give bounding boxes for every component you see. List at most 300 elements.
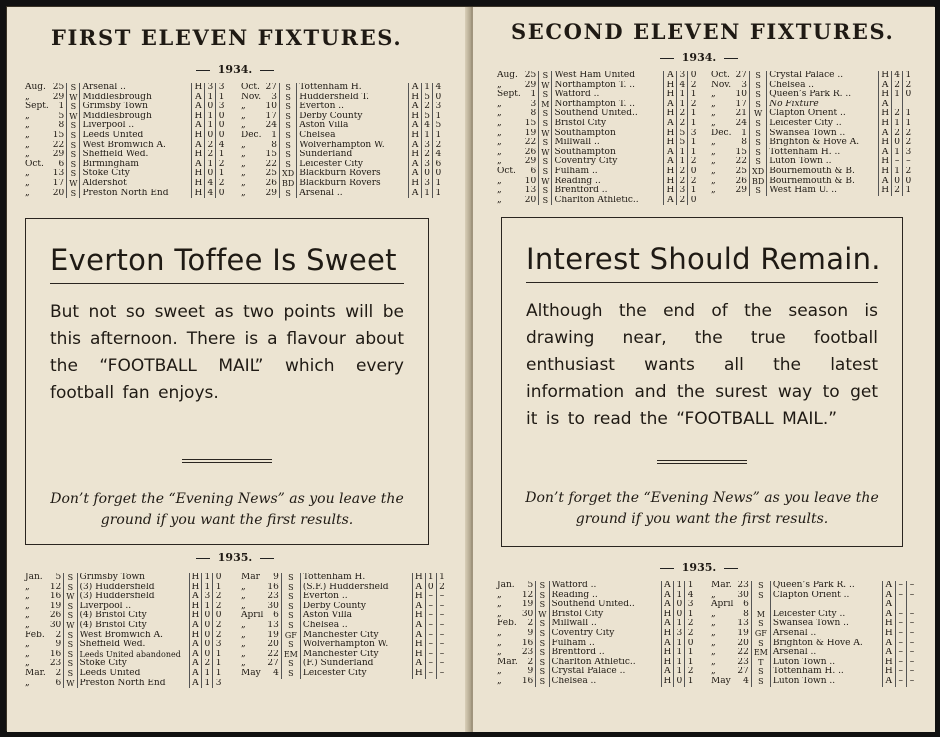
fixture-goals-against: 1 (215, 649, 222, 659)
fixture-venue: H (192, 179, 205, 189)
fixture-goals-against: 1 (435, 178, 442, 188)
fixture-goals-for: 1 (422, 83, 433, 93)
fixture-month: Aug. (25, 83, 46, 92)
fixture-goals-for: 1 (205, 112, 216, 122)
fixture-opponent: Tottenham H. (297, 83, 409, 93)
fixture-goals-for: 0 (674, 600, 685, 610)
fixture-day: 1 (51, 102, 67, 112)
fixture-row (709, 129, 914, 139)
fixture-month: „ (25, 678, 30, 688)
fixture-month: Oct. (25, 159, 44, 169)
fixture-opponent: Arsenal .. (297, 189, 409, 199)
fixture-weekday: S (749, 81, 766, 91)
fixture-goals-against: – (439, 611, 445, 621)
fixture-goals-against: – (439, 630, 445, 640)
fixture-goals-for: 2 (677, 177, 688, 187)
fixture-venue: A (189, 592, 202, 602)
fixture-day: 29 (263, 189, 279, 199)
fixture-month: „ (497, 138, 502, 148)
fixture-month: „ (711, 118, 716, 128)
fixture-day: 22 (51, 141, 67, 151)
fixture-month: „ (497, 109, 502, 119)
fixture-opponent: Tottenham H. .. (767, 148, 879, 158)
fixture-row (23, 679, 224, 689)
fixture-goals-against: – (909, 628, 915, 638)
fixture-row (23, 131, 227, 141)
fixture-weekday: S (281, 669, 300, 679)
fixture-day: 3 (523, 100, 539, 110)
fixture-venue: H (661, 677, 674, 687)
fixture-row (709, 658, 917, 668)
fixture-opponent: Reading .. (552, 177, 664, 187)
page-left-first-eleven (7, 7, 469, 732)
fixture-weekday: S (536, 619, 549, 629)
everton-toffee-advert (25, 218, 429, 545)
fixture-venue: A (879, 100, 892, 110)
fixture-goals-for: – (425, 621, 436, 631)
fixture-venue: A (879, 177, 892, 187)
fixture-goals-against: 5 (435, 121, 442, 131)
fixture-goals-against: 3 (690, 128, 697, 138)
fixture-goals-for: 1 (674, 591, 685, 601)
fixture-goals-against: 2 (690, 99, 697, 109)
fixture-month: „ (497, 176, 502, 186)
fixture-venue: H (409, 131, 422, 141)
fixture-month: „ (497, 99, 502, 109)
fixture-weekday: S (64, 583, 77, 593)
fixture-goals-against: – (909, 676, 915, 686)
fixture-opponent: Luton Town .. (767, 157, 879, 167)
fixture-opponent: Crystal Palace .. (767, 71, 879, 81)
fixture-day: 3 (263, 93, 279, 103)
fixture-opponent: Southampton (552, 129, 664, 139)
fixture-goals-against (906, 600, 917, 610)
fixture-opponent: Tottenham H. (300, 573, 412, 583)
fixture-opponent: Manchester City (300, 631, 412, 641)
fixture-venue: A (409, 121, 422, 131)
fixture-goals-for: 2 (205, 150, 216, 160)
fixture-row (239, 611, 447, 621)
fixture-day: 26 (733, 177, 749, 187)
fixture-opponent: Bournemouth & B. (767, 167, 879, 177)
fixture-opponent: Birmingham (80, 160, 192, 170)
fixture-goals-for: 3 (205, 83, 216, 93)
fixture-venue: A (412, 583, 425, 593)
fixture-goals-for: 5 (422, 93, 433, 103)
fixture-venue: A (664, 119, 677, 129)
fixture-row (495, 610, 696, 620)
fixture-row (495, 667, 696, 677)
fixture-month: „ (241, 140, 246, 150)
fixture-row (23, 659, 224, 669)
fixture-goals-against: 4 (687, 590, 694, 600)
fixture-month: „ (711, 147, 716, 157)
fixture-goals-for: 0 (202, 631, 213, 641)
fixture-day: 6 (51, 160, 67, 170)
fixture-weekday: S (281, 602, 300, 612)
fixture-day: 9 (48, 640, 64, 650)
fixture-goals-against: 2 (690, 176, 697, 186)
fixture-weekday: S (536, 600, 549, 610)
fixture-weekday: S (279, 112, 296, 122)
fixture-opponent: Charlton Athletic.. (549, 658, 661, 668)
fixture-opponent: Aston Villa (297, 121, 409, 131)
fixture-goals-against: 3 (215, 640, 222, 650)
fixture-month: „ (711, 166, 716, 176)
fixture-weekday: M (539, 100, 552, 110)
fixture-opponent: Leicester City .. (767, 119, 879, 129)
fixture-day: 12 (48, 583, 64, 593)
fixture-month: „ (25, 188, 30, 198)
fixture-row (495, 581, 696, 591)
fixture-weekday: S (64, 650, 77, 660)
fixture-goals-against: 0 (687, 638, 694, 648)
fixture-goals-against: – (909, 609, 915, 619)
fixture-day: 27 (263, 83, 279, 93)
fixture-goals-for: 1 (422, 189, 433, 199)
fixture-goals-against: 0 (435, 92, 442, 102)
fixture-day: 29 (51, 93, 67, 103)
page-right-second-eleven (473, 7, 935, 732)
fixture-day: 27 (735, 667, 751, 677)
fixture-goals-against: 3 (905, 147, 912, 157)
fixture-weekday: GF (281, 631, 300, 641)
fixture-opponent: Stoke City (80, 169, 192, 179)
fixture-opponent: Leicester City .. (770, 610, 882, 620)
fixture-venue: H (412, 611, 425, 621)
fixture-goals-for (892, 100, 903, 110)
fixture-venue: H (664, 90, 677, 100)
fixture-opponent: Queen’s Park R. .. (770, 581, 882, 591)
fixture-month: „ (711, 176, 716, 186)
fixture-row (239, 659, 447, 669)
fixture-day: 1 (733, 129, 749, 139)
fixture-weekday: S (751, 677, 770, 687)
fixture-goals-against: – (439, 659, 445, 669)
fixture-venue: A (882, 677, 895, 687)
second-eleven-1934-winter-table (709, 71, 914, 196)
fixture-venue: A (882, 610, 895, 620)
fixture-venue: H (879, 71, 892, 81)
fixture-day: 16 (265, 583, 281, 593)
fixture-venue: A (664, 71, 677, 81)
fixture-month: „ (241, 111, 246, 121)
fixture-goals-for: 1 (677, 157, 688, 167)
fixture-goals-for: – (895, 629, 906, 639)
fixture-row (709, 167, 914, 177)
fixture-venue: A (412, 659, 425, 669)
fixture-day: 10 (523, 177, 539, 187)
fixture-weekday: S (67, 102, 80, 112)
fixture-weekday: S (536, 677, 549, 687)
fixture-venue: H (412, 640, 425, 650)
fixture-row (709, 157, 914, 167)
fixture-goals-for: 1 (674, 581, 685, 591)
fixture-month: „ (25, 640, 30, 650)
fixture-weekday: S (281, 659, 300, 669)
fixture-goals-for: – (425, 602, 436, 612)
fixture-row (495, 186, 699, 196)
fixture-row (239, 112, 444, 122)
fixture-row (239, 583, 447, 593)
fixture-goals-for: 1 (202, 679, 213, 689)
fixture-month: Jan. (25, 573, 43, 582)
fixture-weekday: XD (749, 167, 766, 177)
fixture-goals-for: 1 (892, 119, 903, 129)
fixture-day: 12 (520, 591, 536, 601)
fixture-venue: A (882, 639, 895, 649)
fixture-weekday: S (751, 619, 770, 629)
fixture-month: Nov. (241, 92, 262, 102)
fixture-day: 5 (48, 573, 64, 583)
fixture-weekday: GF (751, 629, 770, 639)
fixture-day: 1 (263, 131, 279, 141)
fixture-month: „ (497, 128, 502, 138)
fixture-goals-for: 3 (677, 186, 688, 196)
fixture-opponent: Everton .. (297, 102, 409, 112)
fixture-day: 19 (520, 600, 536, 610)
fixture-goals-for: 3 (422, 160, 433, 170)
fixture-row (495, 148, 699, 158)
fixture-venue: A (879, 148, 892, 158)
fixture-goals-against: 2 (215, 620, 222, 630)
fixture-month: „ (241, 150, 246, 160)
fixture-row (239, 573, 447, 583)
fixture-opponent: Blackburn Rovers (297, 169, 409, 179)
fixture-opponent: Chelsea .. (549, 677, 661, 687)
fixture-month: „ (25, 649, 30, 659)
fixture-day: 29 (733, 186, 749, 196)
fixture-goals-for: 1 (422, 131, 433, 141)
fixture-row (495, 157, 699, 167)
fixture-venue: H (664, 167, 677, 177)
fixture-venue: H (192, 169, 205, 179)
fixture-opponent: Millwall .. (552, 138, 664, 148)
fixture-venue: H (192, 83, 205, 93)
fixture-weekday: S (279, 121, 296, 131)
fixture-weekday: S (67, 160, 80, 170)
advert-body: But not so sweet as two points will be this afternoon. There is a flavour about the “FOOTBALL MAIL” which every football fan enjoys. (50, 302, 404, 403)
fixture-month: „ (25, 601, 30, 611)
fixture-opponent: Everton .. (300, 592, 412, 602)
fixture-month: „ (241, 592, 246, 602)
fixture-goals-against: 1 (687, 609, 694, 619)
fixture-day: 25 (263, 169, 279, 179)
fixture-opponent: Bristol City (552, 119, 664, 129)
fixture-goals-against: 0 (218, 188, 225, 198)
fixture-day: 8 (51, 121, 67, 131)
fixture-month: „ (25, 111, 30, 121)
fixture-month: „ (497, 195, 502, 205)
fixture-goals-against: 2 (905, 138, 912, 148)
fixture-weekday: S (539, 196, 552, 206)
fixture-weekday: S (67, 141, 80, 151)
fixture-opponent: Northampton T. .. (552, 81, 664, 91)
fixture-weekday: S (749, 138, 766, 148)
fixture-goals-for: – (425, 631, 436, 641)
fixture-goals-against: 3 (687, 600, 694, 610)
fixture-row (23, 93, 227, 103)
fixture-venue: A (189, 659, 202, 669)
fixture-opponent: (3) Huddersfield (77, 583, 189, 593)
fixture-goals-for: 1 (892, 167, 903, 177)
fixture-venue: A (412, 621, 425, 631)
fixture-goals-for: 0 (205, 131, 216, 141)
fixture-opponent: Sheffield Wed. (77, 640, 189, 650)
fixture-day: 13 (265, 621, 281, 631)
fixture-month: Nov. (711, 80, 732, 90)
fixture-goals-against: 1 (439, 573, 445, 582)
fixture-opponent: Chelsea .. (300, 621, 412, 631)
fixture-opponent: Brighton & Hove A. (770, 639, 882, 649)
advert-body: Although the end of the season is drawing near, the true football enthusiast wants all the latest information and the surest way to get it is to read the “FOOTBALL MAIL.” (526, 301, 878, 429)
fixture-weekday: S (751, 667, 770, 677)
fixture-goals-against: 1 (690, 147, 697, 157)
fixture-venue: A (409, 160, 422, 170)
fixture-month: April (241, 611, 264, 621)
fixture-weekday: S (281, 640, 300, 650)
interest-should-remain-advert (501, 217, 903, 547)
fixture-day: 17 (51, 179, 67, 189)
fixture-goals-against: 1 (905, 118, 912, 128)
fixture-month: „ (711, 90, 716, 100)
fixture-day: 9 (265, 573, 281, 583)
fixture-venue: H (879, 138, 892, 148)
fixture-venue: H (661, 629, 674, 639)
fixture-goals-against: 2 (690, 80, 697, 90)
fixture-day: 5 (51, 112, 67, 122)
fixture-venue: H (664, 109, 677, 119)
fixture-row (23, 112, 227, 122)
fixture-opponent: Sheffield Wed. (80, 150, 192, 160)
fixture-opponent: Brighton & Hove A. (767, 138, 879, 148)
fixture-day: 23 (48, 659, 64, 669)
fixture-opponent: Northampton T. .. (552, 100, 664, 110)
fixture-goals-against: – (439, 601, 445, 611)
fixture-goals-for: 1 (677, 90, 688, 100)
fixture-opponent: Blackburn Rovers (297, 179, 409, 189)
fixture-goals-for: 2 (892, 81, 903, 91)
fixture-row (709, 186, 914, 196)
fixture-day: 29 (523, 157, 539, 167)
fixture-goals-against: 2 (215, 630, 222, 640)
fixture-opponent: Tottenham H. .. (770, 667, 882, 677)
fixture-opponent: Wolverhampton W. (300, 640, 412, 650)
fixture-goals-for: 0 (202, 611, 213, 621)
fixture-weekday: S (749, 186, 766, 196)
advert-headline: Everton Toffee Is Sweet (50, 243, 397, 277)
fixture-row (709, 610, 917, 620)
fixture-weekday: W (536, 610, 549, 620)
fixture-opponent: Bournemouth & B. (767, 177, 879, 187)
fixture-goals-for: 2 (892, 109, 903, 119)
fixture-month: „ (711, 638, 716, 648)
first-eleven-1935-spring-table (23, 573, 224, 688)
fixture-venue: A (661, 639, 674, 649)
fixture-weekday: EM (281, 650, 300, 660)
fixture-venue: H (192, 189, 205, 199)
fixture-row (709, 619, 917, 629)
fixture-goals-for: 5 (677, 138, 688, 148)
fixture-goals-for: – (895, 591, 906, 601)
fixture-day: 23 (735, 581, 751, 591)
advert-double-rule (657, 460, 747, 464)
fixture-goals-for: – (895, 610, 906, 620)
fixture-day: 2 (520, 658, 536, 668)
fixture-goals-against: 2 (218, 159, 225, 169)
fixture-goals-against: – (909, 581, 915, 590)
fixture-row (495, 619, 696, 629)
fixture-opponent: Leicester City (297, 160, 409, 170)
fixture-goals-for: 5 (677, 129, 688, 139)
fixture-month: „ (241, 630, 246, 640)
fixture-row (495, 658, 696, 668)
fixture-month: Sept. (25, 102, 49, 112)
fixture-weekday: S (279, 93, 296, 103)
fixture-day: 2 (48, 669, 64, 679)
fixture-weekday: S (67, 169, 80, 179)
fixture-goals-for: – (895, 619, 906, 629)
fixture-day: 23 (265, 592, 281, 602)
fixture-day: 4 (735, 677, 751, 687)
fixture-goals-for: 2 (677, 119, 688, 129)
fixture-row (495, 167, 699, 177)
fixture-month: „ (711, 657, 716, 667)
fixture-day: 22 (265, 650, 281, 660)
fixture-month: Feb. (497, 619, 517, 629)
fixture-weekday: W (67, 112, 80, 122)
fixture-weekday: S (64, 659, 77, 669)
fixture-month: „ (25, 92, 30, 102)
fixture-month: „ (497, 80, 502, 90)
fixture-weekday: S (67, 121, 80, 131)
fixture-day: 21 (733, 109, 749, 119)
fixture-month: „ (497, 186, 502, 196)
fixture-weekday: S (539, 109, 552, 119)
fixture-row (239, 640, 447, 650)
fixture-goals-against: 3 (218, 83, 225, 92)
fixture-month: „ (711, 628, 716, 638)
fixture-weekday: S (751, 591, 770, 601)
fixture-day: 27 (733, 71, 749, 81)
fixture-weekday: S (749, 100, 766, 110)
fixture-opponent: Southampton (552, 148, 664, 158)
fixture-goals-for: 4 (892, 71, 903, 81)
fixture-month: „ (711, 157, 716, 167)
fixture-month: „ (497, 600, 502, 610)
fixture-venue: A (661, 619, 674, 629)
fixture-month: „ (711, 648, 716, 658)
fixture-venue: H (409, 93, 422, 103)
fixture-weekday: S (536, 629, 549, 639)
fixture-day: 8 (735, 610, 751, 620)
fixture-opponent: Leicester City (300, 669, 412, 679)
fixture-goals-against: 1 (215, 668, 222, 678)
second-eleven-1935-spring-table (495, 581, 696, 687)
fixture-goals-against: 1 (690, 109, 697, 119)
fixture-day: 8 (733, 138, 749, 148)
fixture-opponent: Preston North End (80, 189, 192, 199)
fixture-opponent: Luton Town .. (770, 677, 882, 687)
fixture-goals-against: 3 (218, 102, 225, 112)
fixture-opponent: Liverpool .. (77, 602, 189, 612)
fixture-day: 15 (51, 131, 67, 141)
fixture-month: „ (497, 590, 502, 600)
fixture-venue: H (661, 658, 674, 668)
advert-headline: Interest Should Remain. (526, 242, 881, 276)
fixture-goals-for: 3 (674, 629, 685, 639)
fixture-month: Sept. (497, 90, 521, 100)
